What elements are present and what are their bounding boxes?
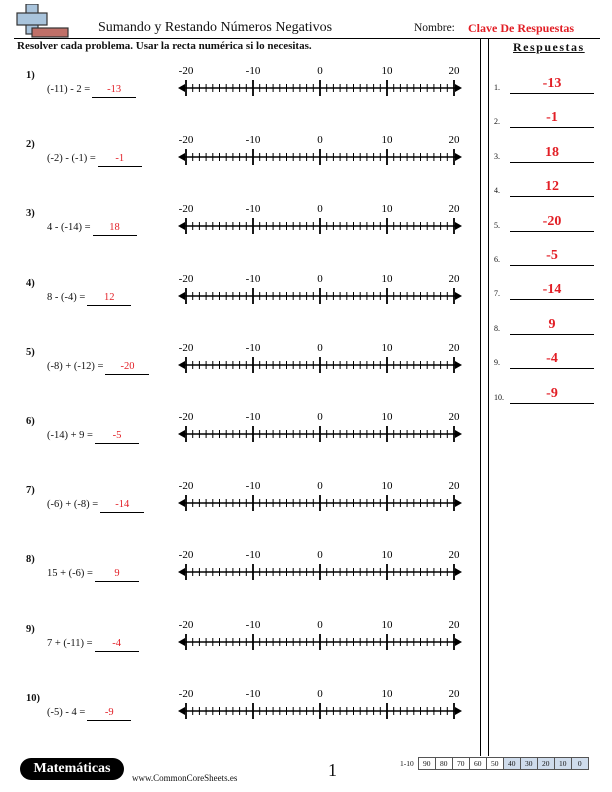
problem-number: 8) bbox=[26, 554, 35, 566]
answer-value[interactable]: -4 bbox=[546, 351, 558, 367]
expression-text: 4 - (-14) = bbox=[47, 222, 91, 234]
answer-number: 10. bbox=[494, 392, 504, 402]
tick-label: -10 bbox=[245, 411, 261, 423]
score-cell: 70 bbox=[452, 758, 469, 770]
answer-value[interactable]: 9 bbox=[548, 316, 556, 332]
brand-badge bbox=[20, 758, 124, 780]
score-cell: 90 bbox=[418, 758, 435, 770]
score-cell: 40 bbox=[503, 758, 520, 770]
answer-line bbox=[510, 403, 594, 404]
tick-label: -10 bbox=[245, 65, 261, 77]
answer-blank[interactable]: -14 bbox=[100, 499, 144, 513]
problem-number: 2) bbox=[26, 139, 35, 151]
problem-expression bbox=[47, 361, 149, 375]
expression-text: (-5) - 4 = bbox=[47, 706, 86, 718]
answer-blank[interactable]: 12 bbox=[87, 292, 131, 306]
tick-label: 20 bbox=[448, 618, 460, 631]
answer-blank[interactable]: 9 bbox=[95, 568, 139, 582]
score-cell: 80 bbox=[435, 758, 452, 770]
problem-expression bbox=[47, 153, 142, 167]
tick-label: 20 bbox=[448, 203, 460, 216]
tick-label: -20 bbox=[178, 134, 194, 147]
tick-label: 0 bbox=[317, 65, 323, 77]
expression-text: 15 + (-6) = bbox=[47, 568, 93, 580]
tick-label: 20 bbox=[448, 65, 460, 77]
left-arrow-icon bbox=[178, 361, 185, 369]
tick-label: -20 bbox=[178, 618, 194, 631]
answer-number: 4. bbox=[494, 186, 500, 196]
tick-label: 20 bbox=[448, 341, 460, 354]
tick-label: -10 bbox=[245, 480, 261, 493]
answer-blank[interactable]: -4 bbox=[95, 638, 139, 652]
instructions: Resolver cada problema. Usar la recta numérica si lo necesitas. bbox=[17, 40, 312, 52]
right-arrow-icon bbox=[455, 222, 462, 230]
left-arrow-icon bbox=[178, 292, 185, 300]
tick-label: 20 bbox=[448, 134, 460, 147]
expression-text: 7 + (-11) = bbox=[47, 637, 93, 649]
answer-value[interactable]: -5 bbox=[546, 248, 558, 263]
tick-label: -20 bbox=[178, 549, 194, 562]
site-url: www.CommonCoreSheets.es bbox=[132, 773, 238, 783]
tick-label: -20 bbox=[178, 687, 194, 700]
number-line bbox=[178, 268, 466, 304]
answer-value[interactable]: 18 bbox=[545, 144, 559, 160]
expression-text: (-14) + 9 = bbox=[47, 430, 93, 441]
tick-label: 10 bbox=[381, 411, 393, 423]
name-label: Nombre: bbox=[414, 22, 455, 34]
right-arrow-icon bbox=[455, 499, 462, 507]
problem-expression bbox=[47, 568, 139, 582]
answer-row bbox=[494, 335, 606, 369]
tick-label: 10 bbox=[381, 618, 393, 631]
score-cell: 50 bbox=[486, 758, 503, 770]
score-cell: 60 bbox=[469, 758, 486, 770]
tick-label: -20 bbox=[178, 272, 194, 285]
answer-blank[interactable]: 18 bbox=[93, 222, 137, 236]
tick-label: 0 bbox=[317, 272, 323, 285]
answer-blank[interactable]: -13 bbox=[92, 84, 136, 98]
tick-label: 20 bbox=[448, 272, 460, 285]
expression-text: (-6) + (-8) = bbox=[47, 499, 99, 511]
left-arrow-icon bbox=[178, 499, 185, 507]
tick-label: 0 bbox=[317, 203, 323, 216]
tick-label: -10 bbox=[245, 687, 261, 700]
tick-label: 0 bbox=[317, 480, 323, 493]
score-cell: 0 bbox=[571, 758, 588, 770]
tick-label: -20 bbox=[178, 411, 194, 423]
plus-minus-logo-icon bbox=[14, 4, 72, 38]
number-line bbox=[178, 475, 466, 511]
left-arrow-icon bbox=[178, 153, 185, 161]
tick-label: -20 bbox=[178, 65, 194, 77]
tick-label: 0 bbox=[317, 549, 323, 562]
answer-blank[interactable]: -20 bbox=[105, 361, 149, 375]
left-arrow-icon bbox=[178, 430, 185, 438]
tick-label: 10 bbox=[381, 134, 393, 147]
page-number: 1 bbox=[328, 760, 337, 780]
tick-label: 0 bbox=[317, 618, 323, 631]
tick-label: -20 bbox=[178, 480, 194, 493]
number-line bbox=[178, 683, 466, 719]
right-arrow-icon bbox=[455, 430, 462, 438]
problem-expression bbox=[47, 430, 139, 444]
tick-label: 0 bbox=[317, 687, 323, 700]
number-line bbox=[178, 60, 466, 96]
answer-row bbox=[494, 198, 606, 232]
answer-value[interactable]: -13 bbox=[542, 76, 562, 91]
problem-number: 10) bbox=[26, 692, 40, 704]
name-value: Clave De Respuestas bbox=[468, 21, 574, 35]
problem-expression bbox=[47, 638, 139, 652]
left-arrow-icon bbox=[178, 707, 185, 715]
right-arrow-icon bbox=[455, 568, 462, 576]
answer-row bbox=[494, 163, 606, 197]
tick-label: 20 bbox=[448, 549, 460, 562]
problem-expression bbox=[47, 707, 131, 721]
answer-column-divider bbox=[488, 38, 489, 756]
tick-label: -20 bbox=[178, 341, 194, 354]
number-line bbox=[178, 198, 466, 234]
answer-number: 3. bbox=[494, 151, 500, 161]
tick-label: 10 bbox=[381, 687, 393, 700]
problem-number: 1) bbox=[26, 70, 35, 81]
right-arrow-icon bbox=[455, 361, 462, 369]
expression-text: 8 - (-4) = bbox=[47, 291, 86, 303]
tick-label: 10 bbox=[381, 272, 393, 285]
answer-row bbox=[494, 370, 606, 404]
problem-number: 5) bbox=[26, 346, 35, 358]
tick-label: 10 bbox=[381, 480, 393, 493]
tick-label: -10 bbox=[245, 618, 261, 631]
tick-label: 10 bbox=[381, 549, 393, 562]
left-arrow-icon bbox=[178, 568, 185, 576]
problem-expression bbox=[47, 84, 136, 98]
score-table bbox=[398, 757, 589, 770]
right-arrow-icon bbox=[455, 638, 462, 646]
header-rule bbox=[14, 38, 600, 39]
tick-label: 0 bbox=[317, 341, 323, 354]
right-arrow-icon bbox=[455, 84, 462, 92]
tick-label: 10 bbox=[381, 65, 393, 77]
answer-column-divider bbox=[480, 38, 481, 756]
brand-label: Matemáticas bbox=[33, 761, 111, 776]
answer-value[interactable]: -9 bbox=[546, 385, 558, 401]
expression-text: (-2) - (-1) = bbox=[47, 153, 96, 165]
tick-label: -20 bbox=[178, 203, 194, 216]
score-range-label: 1-10 bbox=[400, 759, 414, 768]
answer-row bbox=[494, 60, 606, 94]
answer-number: 8. bbox=[494, 323, 500, 333]
right-arrow-icon bbox=[455, 707, 462, 715]
problem-row bbox=[0, 687, 480, 762]
left-arrow-icon bbox=[178, 222, 185, 230]
tick-label: 20 bbox=[448, 687, 460, 700]
worksheet-title: Sumando y Restando Números Negativos bbox=[98, 20, 333, 35]
problem-expression bbox=[47, 292, 131, 306]
problem-expression bbox=[47, 499, 144, 513]
number-line bbox=[178, 337, 466, 373]
left-arrow-icon bbox=[178, 638, 185, 646]
answer-number: 2. bbox=[494, 117, 500, 127]
problem-number: 7) bbox=[26, 485, 35, 497]
answer-number: 1. bbox=[494, 83, 500, 92]
number-line bbox=[178, 406, 466, 442]
tick-label: -10 bbox=[245, 272, 261, 285]
expression-text: (-8) + (-12) = bbox=[47, 360, 104, 372]
answer-number: 9. bbox=[494, 358, 500, 368]
answer-number: 7. bbox=[494, 289, 500, 299]
answer-row bbox=[494, 94, 606, 128]
answer-number: 6. bbox=[494, 255, 500, 264]
tick-label: 20 bbox=[448, 480, 460, 493]
answer-blank[interactable]: -5 bbox=[95, 430, 139, 444]
problem-number: 4) bbox=[26, 277, 35, 289]
tick-label: -10 bbox=[245, 341, 261, 354]
answer-blank[interactable]: -9 bbox=[87, 707, 131, 721]
answer-row bbox=[494, 129, 606, 163]
tick-label: 10 bbox=[381, 203, 393, 216]
answers-title: Respuestas bbox=[513, 40, 585, 54]
left-arrow-icon bbox=[178, 84, 185, 92]
answer-value[interactable]: -20 bbox=[542, 213, 562, 229]
tick-label: -10 bbox=[245, 549, 261, 562]
right-arrow-icon bbox=[455, 292, 462, 300]
number-line bbox=[178, 544, 466, 580]
tick-label: 0 bbox=[317, 411, 323, 423]
problem-expression bbox=[47, 222, 137, 236]
tick-label: -10 bbox=[245, 134, 261, 147]
problem-number: 6) bbox=[26, 416, 35, 427]
answer-value[interactable]: 12 bbox=[545, 179, 559, 195]
answer-blank[interactable]: -1 bbox=[98, 153, 142, 167]
tick-label: 10 bbox=[381, 341, 393, 354]
tick-label: 0 bbox=[317, 134, 323, 147]
answer-row bbox=[494, 266, 606, 300]
answer-number: 5. bbox=[494, 220, 500, 230]
answer-value[interactable]: -1 bbox=[546, 110, 558, 126]
score-cell: 10 bbox=[554, 758, 571, 770]
tick-label: 20 bbox=[448, 411, 460, 423]
number-line bbox=[178, 129, 466, 165]
expression-text: (-11) - 2 = bbox=[47, 84, 91, 95]
problem-number: 9) bbox=[26, 623, 35, 635]
score-cell: 20 bbox=[537, 758, 554, 770]
answer-row bbox=[494, 301, 606, 335]
problem-number: 3) bbox=[26, 208, 35, 220]
right-arrow-icon bbox=[455, 153, 462, 161]
score-cell: 30 bbox=[520, 758, 537, 770]
answer-value[interactable]: -14 bbox=[542, 282, 562, 298]
answer-row bbox=[494, 232, 606, 266]
number-line bbox=[178, 614, 466, 650]
tick-label: -10 bbox=[245, 203, 261, 216]
